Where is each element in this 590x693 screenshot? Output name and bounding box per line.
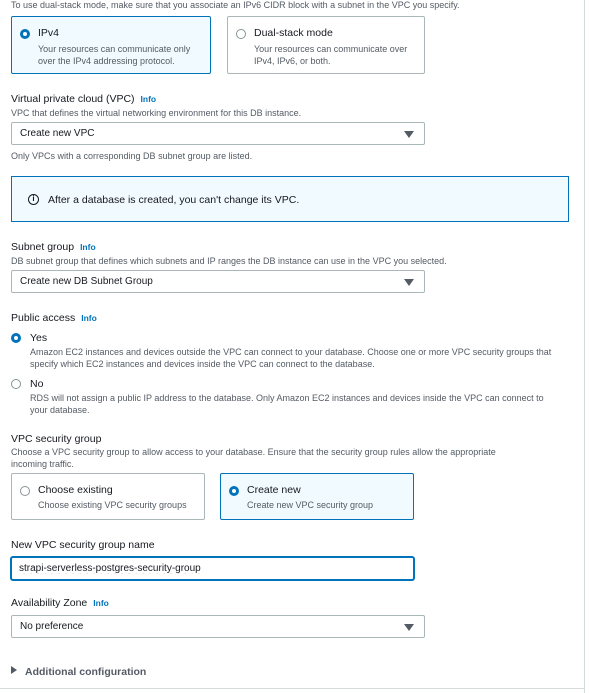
new-sg-name-field[interactable]: [11, 557, 414, 580]
subnet-group-label-text: Subnet group: [11, 241, 75, 253]
vpc-select-value: Create new VPC: [20, 128, 95, 139]
panel-right-border: [584, 0, 585, 693]
vpc-hint: Only VPCs with a corresponding DB subnet group are listed.: [11, 151, 253, 161]
subnet-group-label: [11, 241, 96, 253]
security-group-description-line2: incoming traffic.: [11, 459, 74, 469]
security-group-description-line1: Choose a VPC security group to allow access to your database. Ensure that the security group rules allow the appropriate: [11, 447, 496, 457]
subnet-group-select[interactable]: [11, 270, 425, 293]
caret-down-icon: [404, 131, 414, 138]
dual-stack-title: Dual-stack mode: [254, 27, 333, 39]
availability-zone-select[interactable]: [11, 615, 425, 638]
vpc-description: VPC that defines the virtual networking environment for this DB instance.: [11, 108, 302, 118]
availability-zone-label: [11, 597, 109, 609]
create-new-title: Create new: [247, 484, 301, 496]
security-group-label: VPC security group: [11, 433, 102, 445]
additional-configuration-expander[interactable]: [11, 662, 146, 680]
dual-stack-desc-line2: IPv4, IPv6, or both.: [254, 56, 331, 66]
vpc-select[interactable]: [11, 122, 425, 145]
choose-existing-title: Choose existing: [38, 484, 113, 496]
additional-configuration-label: Additional configuration: [25, 666, 147, 678]
public-access-no-radio[interactable]: [11, 379, 21, 389]
public-access-yes-desc-line1: Amazon EC2 instances and devices outside the VPC can connect to your database. Choose one or more VPC security groups that: [30, 347, 552, 357]
tile-dual-stack[interactable]: [227, 16, 425, 74]
public-access-yes-label[interactable]: Yes: [30, 332, 48, 344]
ipv4-desc-line2: over the IPv4 addressing protocol.: [38, 56, 175, 66]
availability-zone-label-text: Availability Zone: [11, 597, 88, 609]
new-sg-name-label: New VPC security group name: [11, 539, 155, 551]
new-sg-name-input[interactable]: [12, 558, 413, 579]
dual-stack-intro-text: To use dual-stack mode, make sure that you associate an IPv6 CIDR block with a subnet in the VPC you specify.: [11, 0, 460, 10]
subnet-group-info-link[interactable]: Info: [80, 242, 96, 252]
subnet-group-select-value: Create new DB Subnet Group: [20, 276, 153, 287]
choose-existing-radio[interactable]: [20, 486, 30, 496]
subnet-group-description: DB subnet group that defines which subnets and IP ranges the DB instance can use in the VPC you selected.: [11, 256, 447, 266]
choose-existing-desc: Choose existing VPC security groups: [38, 500, 187, 510]
info-circle-icon: i: [28, 194, 39, 205]
public-access-label: [11, 312, 97, 324]
public-access-no-desc-line2: your database.: [30, 405, 90, 415]
panel-bottom-border: [0, 688, 585, 689]
caret-right-icon: [11, 666, 17, 674]
ipv4-radio[interactable]: [20, 29, 30, 39]
caret-down-icon: [404, 624, 414, 631]
tile-ipv4[interactable]: [11, 16, 211, 74]
vpc-label-text: Virtual private cloud (VPC): [11, 93, 135, 105]
public-access-no-desc-line1: RDS will not assign a public IP address to the database. Only Amazon EC2 instances and devices inside the VPC can connect to: [30, 393, 544, 403]
public-access-no-label[interactable]: No: [30, 378, 44, 390]
alert-text: After a database is created, you can't change its VPC.: [48, 194, 300, 206]
caret-down-icon: [404, 279, 414, 286]
public-access-yes-radio[interactable]: [11, 333, 21, 343]
tile-choose-existing[interactable]: [11, 473, 205, 520]
vpc-info-link[interactable]: Info: [140, 94, 157, 104]
ipv4-title: IPv4: [38, 27, 60, 39]
tile-create-new[interactable]: [220, 473, 414, 520]
create-new-radio[interactable]: [229, 486, 239, 496]
vpc-label: [11, 93, 156, 105]
public-access-yes-desc-line2: specify which EC2 instances and devices inside the VPC can connect to the database.: [30, 359, 375, 369]
create-new-desc: Create new VPC security group: [247, 500, 374, 510]
availability-zone-info-link[interactable]: Info: [93, 598, 109, 608]
dual-stack-radio[interactable]: [236, 29, 246, 39]
dual-stack-desc-line1: Your resources can communicate over: [254, 44, 408, 54]
availability-zone-select-value: No preference: [20, 621, 84, 632]
public-access-info-link[interactable]: Info: [81, 313, 97, 323]
ipv4-desc-line1: Your resources can communicate only: [38, 44, 191, 54]
public-access-label-text: Public access: [11, 312, 76, 324]
vpc-info-alert: [11, 176, 569, 222]
